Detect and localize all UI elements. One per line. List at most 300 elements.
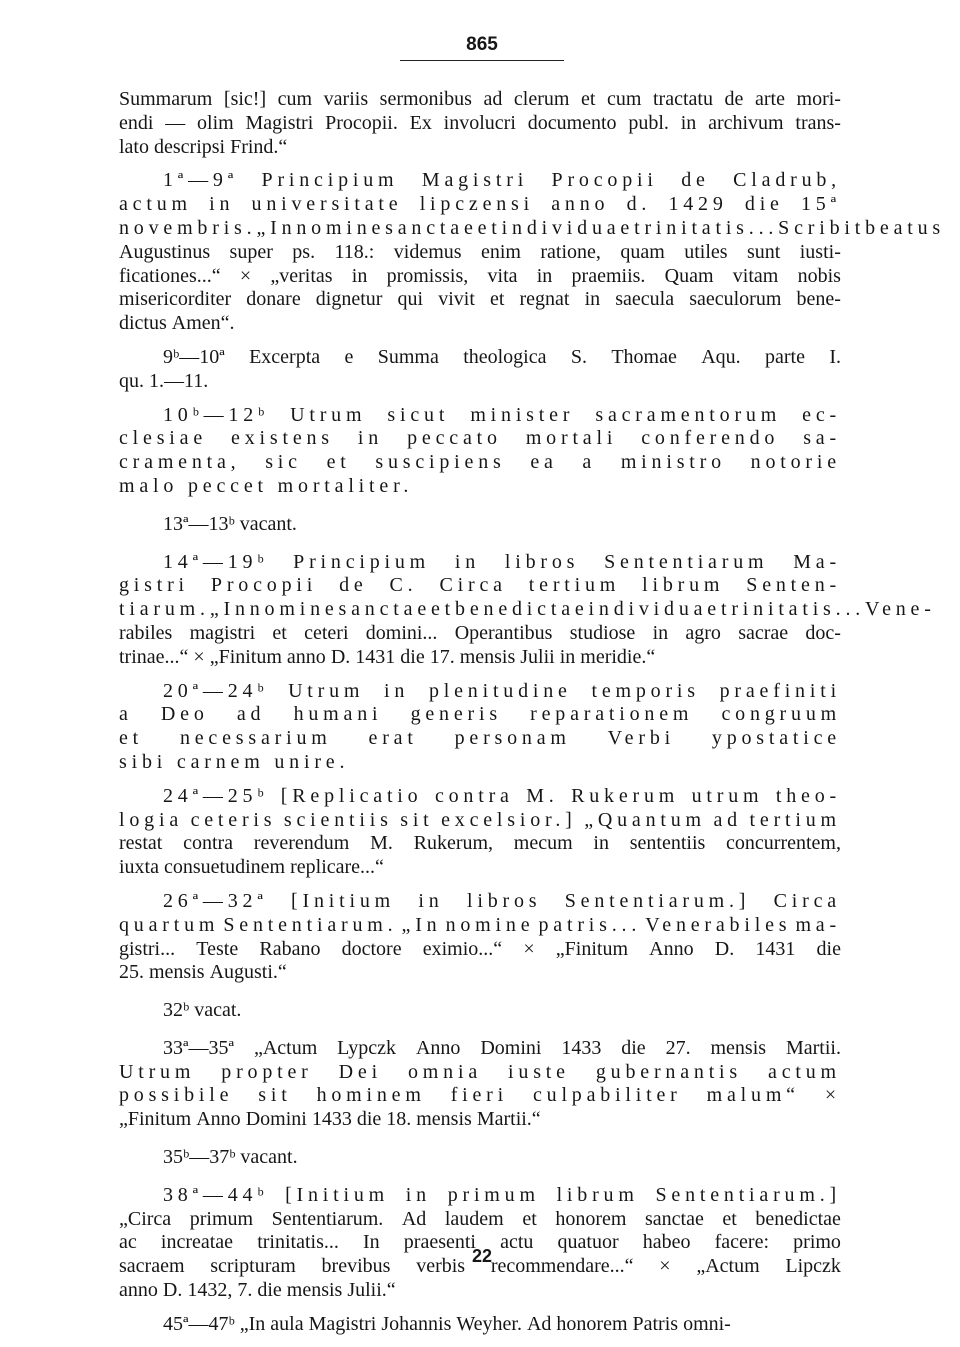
word: regnat bbox=[519, 288, 570, 311]
word: Excerpta bbox=[249, 345, 321, 368]
word: sibi bbox=[119, 750, 177, 773]
text-line bbox=[119, 312, 841, 336]
word: In bbox=[362, 1231, 380, 1254]
word: benedictae bbox=[455, 598, 589, 621]
word: in bbox=[454, 550, 481, 573]
word: theologica bbox=[463, 345, 547, 368]
word: doctore bbox=[341, 937, 402, 960]
word: mensis bbox=[149, 961, 210, 984]
word: et bbox=[431, 598, 456, 621]
word: Rukerum bbox=[571, 784, 680, 807]
word: recommendare...“ bbox=[490, 1255, 634, 1278]
paragraph-gap bbox=[119, 1303, 841, 1313]
word: carnem bbox=[176, 750, 275, 773]
word: concurrentem, bbox=[726, 832, 841, 855]
word: mortaliter. bbox=[277, 474, 414, 497]
word: sit bbox=[400, 808, 434, 831]
word: documento bbox=[527, 111, 617, 134]
word: theo- bbox=[775, 784, 841, 807]
word: nobis bbox=[797, 264, 841, 287]
word: Vene- bbox=[865, 598, 936, 621]
word: „In bbox=[256, 216, 297, 239]
word: ac bbox=[119, 1231, 137, 1254]
text-line bbox=[119, 216, 946, 241]
text-line bbox=[163, 404, 841, 428]
word: super bbox=[229, 240, 273, 263]
text-line bbox=[119, 727, 841, 751]
word: Ex bbox=[409, 111, 432, 134]
word: Teste bbox=[196, 937, 239, 960]
text-line bbox=[163, 1037, 841, 1061]
word: rabiles bbox=[119, 621, 173, 644]
word: Principium bbox=[293, 550, 431, 573]
word: actum bbox=[119, 193, 192, 216]
word: involucri bbox=[443, 111, 516, 134]
text-line bbox=[119, 427, 841, 451]
word: minister bbox=[470, 403, 575, 426]
word: nomine bbox=[249, 598, 339, 621]
word: librum bbox=[556, 1183, 639, 1206]
word: replicare...“ bbox=[290, 856, 384, 879]
word: 1432, bbox=[187, 1279, 238, 1302]
word: libros bbox=[466, 889, 542, 912]
word: mensis bbox=[710, 1036, 767, 1059]
word: Cladrub, bbox=[733, 169, 841, 192]
word: doc- bbox=[805, 621, 841, 644]
word: 24ª—25ᵇ bbox=[163, 784, 269, 807]
paragraph-gap bbox=[119, 537, 841, 551]
paragraph-gap bbox=[119, 985, 841, 999]
word: de bbox=[339, 574, 368, 597]
word: studiose bbox=[569, 621, 636, 644]
word: Procopii. bbox=[325, 111, 398, 134]
word: cum bbox=[607, 88, 642, 110]
paragraph-gap bbox=[119, 336, 841, 346]
word: trinae...“ bbox=[119, 645, 194, 668]
word: Johannis bbox=[381, 1312, 457, 1335]
word: actu bbox=[500, 1231, 534, 1254]
paragraph-gap bbox=[119, 880, 841, 890]
word: in bbox=[559, 645, 581, 668]
word: et bbox=[489, 288, 505, 311]
word: cum bbox=[277, 88, 313, 110]
word: Sententiarum. bbox=[271, 1207, 384, 1230]
word: habeo bbox=[642, 1231, 691, 1254]
word: 1ª—9ª bbox=[163, 169, 239, 192]
word: sanctae bbox=[338, 598, 431, 621]
word: anno bbox=[119, 1279, 163, 1302]
word: Sententiarum.] bbox=[655, 1183, 841, 1206]
text-line bbox=[119, 598, 936, 622]
word: benedictae bbox=[755, 1207, 841, 1230]
word: 1433 bbox=[311, 1108, 357, 1131]
word: Frind.“ bbox=[230, 135, 288, 158]
word: Anno bbox=[196, 1108, 246, 1131]
word: clerum bbox=[513, 88, 570, 110]
word: 45ª—47ᵇ bbox=[163, 1312, 240, 1335]
word: — bbox=[165, 111, 186, 134]
word: omni- bbox=[683, 1312, 731, 1335]
word: actum bbox=[768, 1060, 841, 1083]
word: et bbox=[477, 216, 502, 239]
word: honorem bbox=[556, 1312, 633, 1335]
text-line bbox=[119, 88, 841, 112]
word: Julii.“ bbox=[347, 1279, 396, 1302]
word: descripsi bbox=[154, 135, 231, 158]
word: verbis bbox=[416, 1255, 466, 1278]
page-number: 865 bbox=[466, 34, 498, 55]
word: D. bbox=[330, 645, 356, 668]
word: 25. bbox=[119, 961, 149, 984]
word: et bbox=[272, 621, 287, 644]
text-line bbox=[163, 1146, 841, 1170]
word: Quam bbox=[664, 264, 714, 287]
word: contra bbox=[183, 832, 234, 855]
word: et bbox=[119, 727, 144, 750]
word: Verbi bbox=[607, 727, 675, 750]
word: Utrum bbox=[290, 403, 367, 426]
word: 26ª—32ª bbox=[163, 889, 268, 912]
word: individuae bbox=[501, 216, 635, 239]
paragraph-gap bbox=[119, 499, 841, 513]
word: possibile bbox=[119, 1084, 234, 1107]
word: qui bbox=[397, 288, 424, 311]
word: contra bbox=[434, 784, 514, 807]
word: mensis bbox=[416, 1108, 477, 1131]
word: sanctae bbox=[385, 216, 478, 239]
word: Augusti.“ bbox=[209, 961, 287, 984]
text-line bbox=[119, 370, 841, 394]
word: magistri bbox=[189, 621, 256, 644]
word: agro bbox=[685, 621, 721, 644]
word: vivit bbox=[438, 288, 475, 311]
word: 32ᵇ bbox=[163, 999, 195, 1022]
word: „Circa bbox=[119, 1207, 172, 1230]
word: Deo bbox=[160, 703, 209, 726]
word: ea bbox=[530, 451, 558, 474]
word: logia bbox=[119, 808, 183, 831]
word: clesiae bbox=[119, 427, 208, 450]
paragraph-gap bbox=[119, 1132, 841, 1146]
paragraph-gap bbox=[119, 775, 841, 785]
word: saeculorum bbox=[689, 288, 782, 311]
word: primum bbox=[447, 1183, 540, 1206]
word: die bbox=[816, 937, 841, 960]
word: de bbox=[724, 88, 744, 110]
word: malo bbox=[119, 474, 188, 497]
text-line bbox=[163, 513, 841, 537]
word: erat bbox=[368, 727, 418, 750]
word: sermonibus bbox=[379, 88, 472, 110]
word: die bbox=[400, 645, 430, 668]
word: sacramentorum bbox=[595, 403, 782, 426]
word: Augustinus bbox=[119, 240, 211, 263]
word: Summa bbox=[377, 345, 439, 368]
word: congruum bbox=[721, 703, 841, 726]
paragraph-gap bbox=[119, 159, 841, 169]
word: dignetur bbox=[315, 288, 383, 311]
word: laudem bbox=[444, 1207, 504, 1230]
text-line bbox=[119, 961, 841, 985]
word: trinitatis... bbox=[257, 1231, 339, 1254]
word: sa- bbox=[803, 427, 841, 450]
word: quam bbox=[620, 240, 665, 263]
word: 118.: bbox=[334, 240, 375, 263]
word: nomine bbox=[445, 913, 535, 936]
text-line bbox=[119, 475, 841, 499]
word: individuae bbox=[588, 598, 721, 621]
word: Venerabiles bbox=[645, 913, 792, 936]
word: Circa bbox=[439, 574, 507, 597]
word: eximio...“ bbox=[422, 937, 503, 960]
word: cramenta, bbox=[119, 451, 241, 474]
word: Utrum bbox=[119, 1060, 196, 1083]
word: Domini bbox=[480, 1036, 542, 1059]
word: a bbox=[119, 703, 133, 726]
word: facere: bbox=[714, 1231, 770, 1254]
word: praesenti bbox=[403, 1231, 476, 1254]
word: mecum bbox=[513, 832, 573, 855]
word: in bbox=[593, 832, 609, 855]
word: arte bbox=[754, 88, 785, 110]
text-line bbox=[119, 265, 841, 289]
word: excelsior.] bbox=[441, 808, 577, 831]
word: × bbox=[193, 645, 210, 668]
word: suscipiens bbox=[375, 451, 506, 474]
word: patris... bbox=[538, 913, 642, 936]
word: × bbox=[239, 264, 252, 287]
word: anno bbox=[286, 645, 331, 668]
word: Procopii bbox=[210, 574, 318, 597]
word: scripturam bbox=[210, 1255, 296, 1278]
text-line bbox=[119, 1061, 841, 1085]
word: universitate bbox=[251, 193, 403, 216]
word: domini... bbox=[365, 621, 438, 644]
word: Magistri bbox=[245, 111, 314, 134]
word: Sententiarum bbox=[604, 550, 769, 573]
word: ficationes...“ bbox=[119, 264, 221, 287]
word: Utrum bbox=[288, 679, 365, 702]
word: mortali bbox=[525, 427, 618, 450]
word: × bbox=[824, 1084, 841, 1107]
word: ad bbox=[713, 808, 742, 831]
word: donare bbox=[246, 288, 301, 311]
word: in bbox=[536, 264, 553, 287]
word: 9ᵇ—10ª bbox=[163, 345, 225, 368]
word: necessarium bbox=[179, 727, 332, 750]
word: peccet bbox=[188, 474, 278, 497]
word: plenitudine bbox=[428, 679, 572, 702]
text-line bbox=[119, 288, 841, 312]
word: reparationem bbox=[530, 703, 694, 726]
word: malum“ bbox=[706, 1084, 800, 1107]
header-rule bbox=[400, 60, 564, 61]
word: M. bbox=[370, 832, 393, 855]
word: I. bbox=[829, 345, 841, 368]
word: olim bbox=[197, 111, 234, 134]
word: Senten- bbox=[746, 574, 841, 597]
word: ypostatice bbox=[711, 727, 841, 750]
word: „Quantum bbox=[584, 808, 706, 831]
word: M. bbox=[526, 784, 559, 807]
word: tertium bbox=[528, 574, 621, 597]
word: lato bbox=[119, 135, 154, 158]
word: [Initium bbox=[291, 889, 395, 912]
word: Magistri bbox=[308, 1312, 382, 1335]
word: in bbox=[351, 264, 368, 287]
word: a bbox=[582, 451, 597, 474]
word: et bbox=[581, 88, 596, 110]
word: meridie.“ bbox=[580, 645, 656, 668]
word: Ad bbox=[526, 1312, 557, 1335]
word: honorem bbox=[555, 1207, 627, 1230]
word: D. bbox=[714, 937, 735, 960]
word: Domini bbox=[245, 1108, 312, 1131]
paragraph-gap bbox=[119, 1170, 841, 1184]
word: quatuor bbox=[557, 1231, 619, 1254]
word: misericorditer bbox=[119, 288, 232, 311]
word: ma- bbox=[795, 913, 841, 936]
word: sacrae bbox=[738, 621, 789, 644]
word: temporis bbox=[591, 679, 700, 702]
word: „veritas bbox=[270, 264, 333, 287]
word: Julii bbox=[520, 645, 560, 668]
text-line bbox=[119, 241, 841, 265]
word: 13ª—13ᵇ bbox=[163, 512, 240, 535]
word: qu. bbox=[119, 369, 149, 392]
word: sanctae bbox=[644, 1207, 704, 1230]
word: Martii.“ bbox=[476, 1108, 541, 1131]
word: vacant. bbox=[239, 512, 297, 535]
word: beatus bbox=[865, 216, 946, 239]
word: Sententiarum. bbox=[223, 913, 398, 936]
word: et bbox=[326, 451, 351, 474]
paragraph-gap bbox=[119, 670, 841, 680]
word: scientiis bbox=[283, 808, 393, 831]
word: 1433 bbox=[561, 1036, 602, 1059]
text-line bbox=[119, 1208, 841, 1232]
word: archivum bbox=[708, 111, 784, 134]
text-line bbox=[163, 999, 841, 1023]
word: [sic!] bbox=[223, 88, 267, 110]
footer-page-number: 22 bbox=[471, 1246, 493, 1266]
text-line bbox=[119, 574, 841, 598]
word: ratione, bbox=[540, 240, 601, 263]
word: „In bbox=[401, 913, 442, 936]
text-line bbox=[163, 1184, 841, 1208]
word: trinitatis... bbox=[634, 216, 779, 239]
word: in bbox=[357, 427, 384, 450]
word: sententiis bbox=[629, 832, 706, 855]
word: Principium bbox=[261, 169, 399, 192]
word: 15ª bbox=[800, 193, 841, 216]
text-line bbox=[163, 346, 841, 370]
word: hominem bbox=[316, 1084, 426, 1107]
word: utrum bbox=[691, 784, 764, 807]
word: [Initium bbox=[285, 1183, 390, 1206]
word: „Finitum bbox=[209, 645, 287, 668]
word: parte bbox=[764, 345, 805, 368]
word: 18. bbox=[386, 1108, 417, 1131]
word: existens bbox=[231, 427, 334, 450]
word: bene- bbox=[796, 288, 841, 311]
word: 27. bbox=[665, 1036, 691, 1059]
word: e bbox=[344, 345, 354, 368]
word: × bbox=[523, 937, 535, 960]
word: Thomae bbox=[611, 345, 677, 368]
text-line bbox=[119, 1084, 841, 1108]
word: primum bbox=[189, 1207, 254, 1230]
word: ad bbox=[236, 703, 266, 726]
word: 1431 bbox=[755, 937, 796, 960]
word: dictus bbox=[119, 312, 172, 335]
word: Circa bbox=[773, 889, 841, 912]
word: Dei bbox=[338, 1060, 382, 1083]
word: „In bbox=[209, 598, 250, 621]
word: utiles bbox=[684, 240, 728, 263]
text-line bbox=[163, 890, 841, 914]
word: ceteris bbox=[190, 808, 277, 831]
word: ad bbox=[483, 88, 503, 110]
word: Anno bbox=[649, 937, 694, 960]
word: ministro bbox=[620, 451, 726, 474]
word: Martii. bbox=[785, 1036, 841, 1059]
text-line bbox=[119, 751, 841, 775]
word: iuxta bbox=[119, 856, 164, 879]
word: Weyher. bbox=[456, 1312, 527, 1335]
word: et bbox=[522, 1207, 537, 1230]
word: vita bbox=[487, 264, 518, 287]
word: sacraem bbox=[119, 1255, 185, 1278]
text-line bbox=[119, 1108, 841, 1132]
word: tractatu bbox=[653, 88, 713, 110]
word: culpabiliter bbox=[532, 1084, 682, 1107]
word: iusti- bbox=[799, 240, 841, 263]
word: in bbox=[584, 288, 601, 311]
word: Patris bbox=[632, 1312, 684, 1335]
word: peccato bbox=[407, 427, 502, 450]
word: 17. bbox=[429, 645, 460, 668]
word: C. bbox=[389, 574, 418, 597]
word: [Replicatio bbox=[280, 784, 423, 807]
word: Procopii bbox=[551, 169, 658, 192]
word: 1.—11. bbox=[149, 369, 209, 392]
word: D. bbox=[162, 1279, 188, 1302]
paragraph-gap bbox=[119, 1337, 841, 1347]
word: Operantibus bbox=[454, 621, 553, 644]
word: et bbox=[722, 1207, 737, 1230]
word: reverendum bbox=[253, 832, 350, 855]
word: Scribit bbox=[778, 216, 866, 239]
word: increatae bbox=[160, 1231, 234, 1254]
word: Lipczk bbox=[785, 1255, 841, 1278]
word: conferendo bbox=[641, 427, 780, 450]
text-line bbox=[119, 703, 841, 727]
word: sic bbox=[265, 451, 302, 474]
word: praefiniti bbox=[719, 679, 841, 702]
text-line bbox=[119, 856, 841, 880]
word: generis bbox=[410, 703, 502, 726]
word: nomine bbox=[296, 216, 386, 239]
word: vacant. bbox=[240, 1146, 298, 1169]
word: libros bbox=[504, 550, 580, 573]
word: lipczensi bbox=[419, 193, 534, 216]
word: in bbox=[652, 621, 669, 644]
word: iuste bbox=[508, 1060, 570, 1083]
word: praemiis. bbox=[571, 264, 646, 287]
word: endi bbox=[119, 111, 154, 134]
word: in bbox=[384, 679, 410, 702]
